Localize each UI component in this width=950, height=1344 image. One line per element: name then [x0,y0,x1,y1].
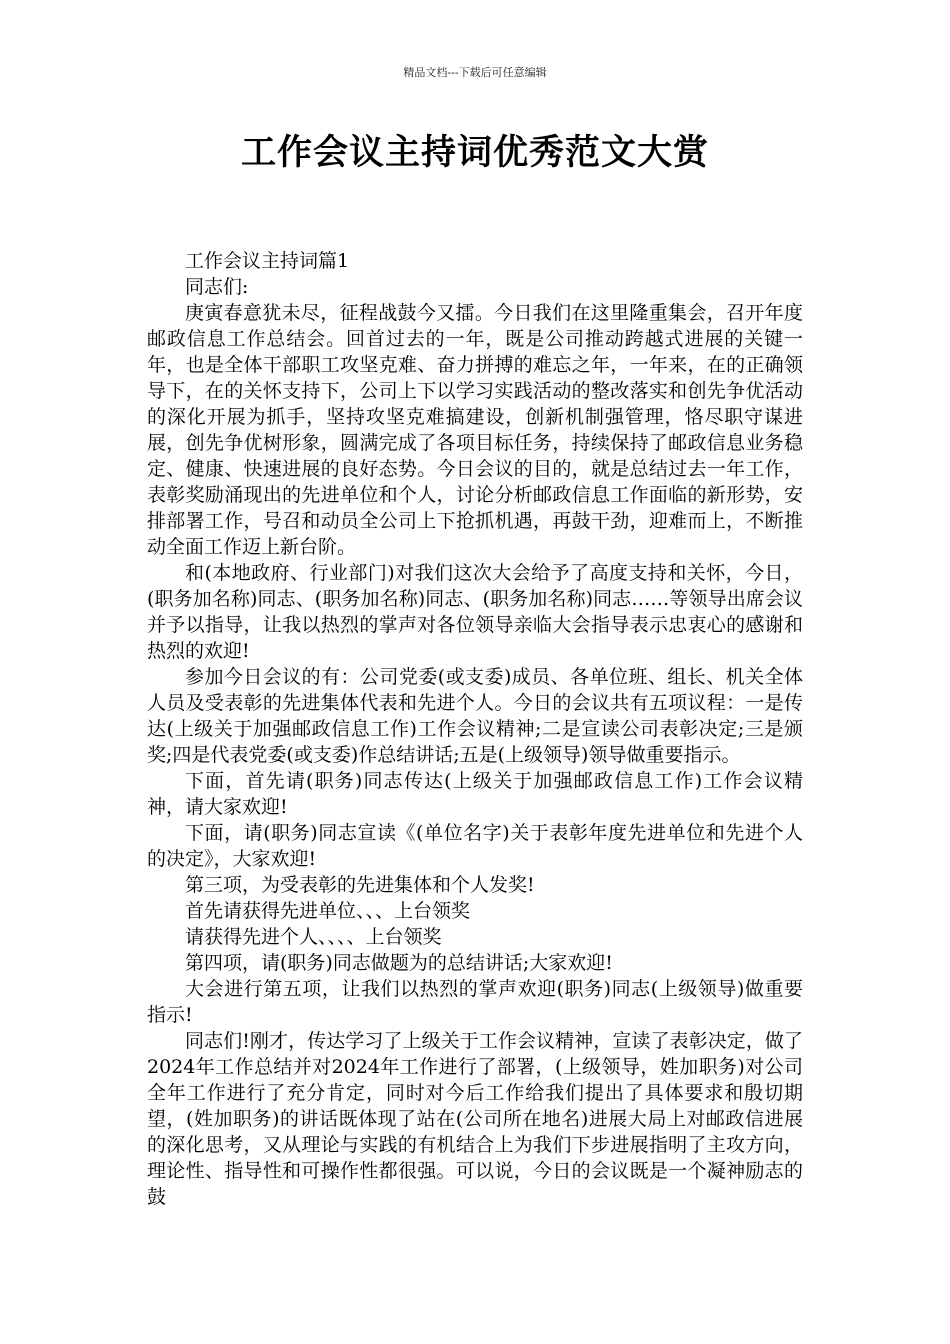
paragraph: 下面，首先请(职务)同志传达(上级关于加强邮政信息工作)工作会议精神，请大家欢迎! [147,770,803,818]
paragraph: 同志们!刚才，传达学习了上级关于工作会议精神，宣读了表彰决定，做了2024年工作总结并对2024年工作进行了部署，(上级领导，姓加职务)对公司全年工作进行了充分肯定，同时对今后工作给我们提出了具体要求和殷切期望，(姓加职务)的讲话既体现了站在(公司所在地名)进展大局上对邮政信进展的深化思考，又从理论与实践的有机结合上为我们下步进展指明了主攻方向，理论性、指导性和可操作性都很强。可以说，今日的会议既是一个凝神励志的鼓 [147,1030,803,1208]
paragraph: 参加今日会议的有：公司党委(或支委)成员、各单位班、组长、机关全体人员及受表彰的先进集体代表和先进个人。今日的会议共有五项议程：一是传达(上级关于加强邮政信息工作)工作会议精神;二是宣读公司表彰决定;三是颁奖;四是代表党委(或支委)作总结讲话;五是(上级领导)领导做重要指示。 [147,666,803,766]
document-title: 工作会议主持词优秀范文大赏 [240,132,709,173]
paragraph: 第三项，为受表彰的先进集体和个人发奖! [185,874,535,896]
header-note: 精品文档---下载后可任意编辑 [403,66,547,79]
salutation: 同志们: [185,276,249,298]
paragraph: 请获得先进个人、、、、上台领奖 [185,926,442,948]
paragraph: 下面，请(职务)同志宣读《(单位名字)关于表彰年度先进单位和先进个人的决定》，大家欢迎! [147,822,803,870]
paragraph: 大会进行第五项，让我们以热烈的掌声欢迎(职务)同志(上级领导)做重要指示! [147,978,803,1026]
document-body [147,248,803,1210]
section-heading: 工作会议主持词篇1 [185,250,350,272]
paragraph: 首先请获得先进单位、、、上台领奖 [185,900,471,922]
paragraph: 第四项，请(职务)同志做题为的总结讲话;大家欢迎! [185,952,613,974]
paragraph: 庚寅春意犹未尽，征程战鼓今又擂。今日我们在这里隆重集会，召开年度邮政信息工作总结会。回首过去的一年，既是公司推动跨越式进展的关键一年，也是全体干部职工攻坚克难、奋力拼搏的难忘之年，一年来，在的正确领导下，在的关怀支持下，公司上下以学习实践活动的整改落实和创先争优活动的深化开展为抓手，坚持攻坚克难搞建设，创新机制强管理，恪尽职守谋进展，创先争优树形象，圆满完成了各项目标任务，持续保持了邮政信息业务稳定、健康、快速进展的良好态势。今日会议的目的，就是总结过去一年工作，表彰奖励涌现出的先进单位和个人，讨论分析邮政信息工作面临的新形势，安排部署工作，号召和动员全公司上下抢抓机遇，再鼓干劲，迎难而上，不断推动全面工作迈上新台阶。 [147,302,803,558]
paragraph: 和(本地政府、行业部门)对我们这次大会给予了高度支持和关怀，今日，(职务加名称)同志、(职务加名称)同志、(职务加名称)同志……等领导出席会议并予以指导，让我以热烈的掌声对各位领导亲临大会指导表示忠衷心的感谢和热烈的欢迎! [147,562,803,662]
